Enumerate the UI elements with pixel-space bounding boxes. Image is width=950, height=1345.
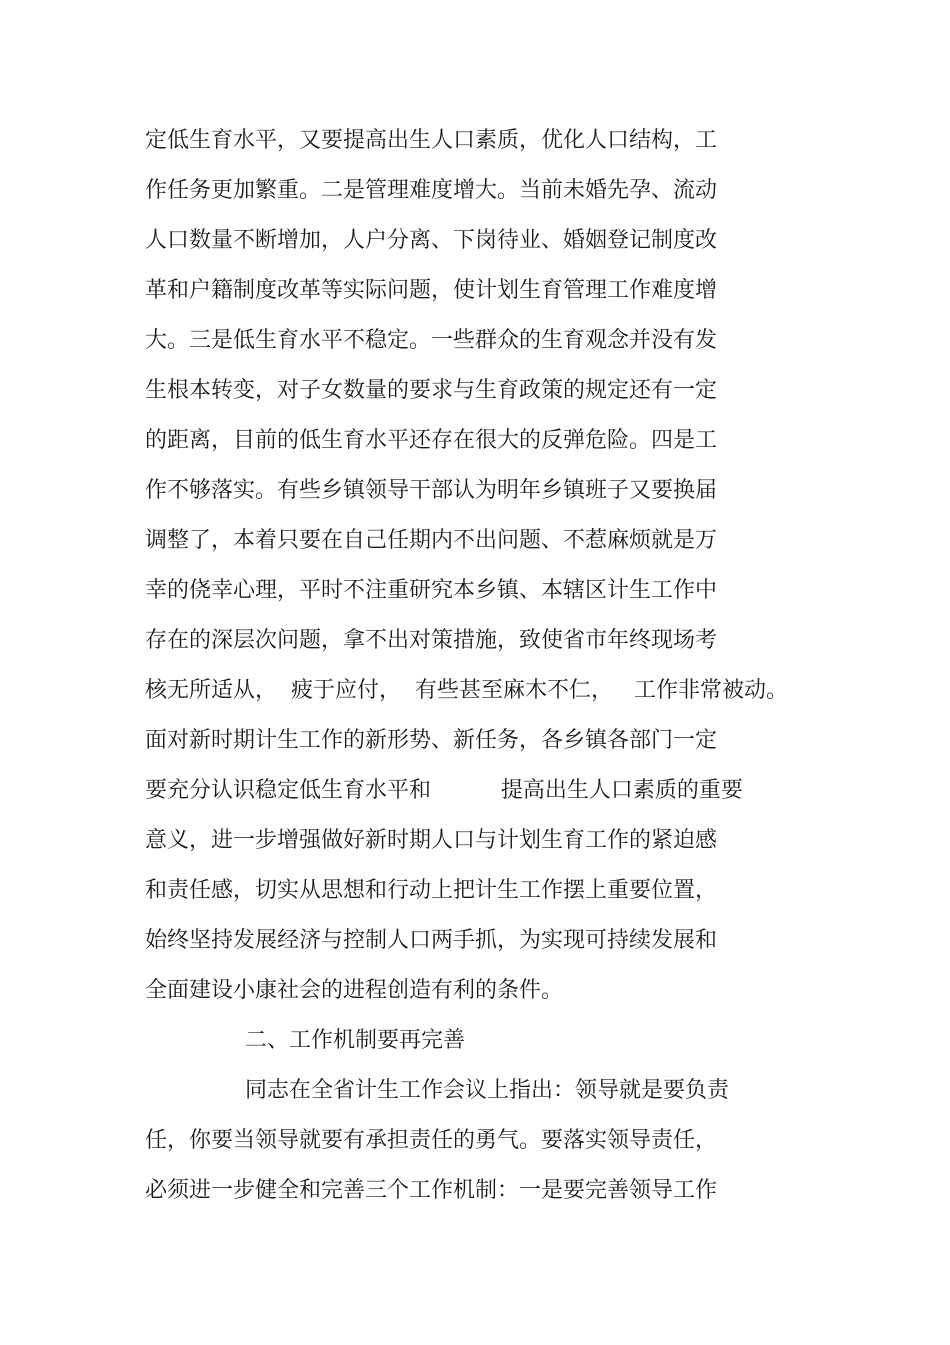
body-line: 幸的侥幸心理，平时不注重研究本乡镇、本辖区计生工作中 — [145, 578, 718, 603]
body-line: 全面建设小康社会的进程创造有利的条件。 — [145, 978, 564, 1003]
body-line: 大。三是低生育水平不稳定。一些群众的生育观念并没有发 — [145, 328, 718, 353]
body-line: 生根本转变，对子女数量的要求与生育政策的规定还有一定 — [145, 378, 718, 403]
body-line: 面对新时期计生工作的新形势、新任务，各乡镇各部门一定 — [145, 728, 718, 753]
body-line: 要充分认识稳定低生育水平和 提高出生人口素质的重要 — [145, 778, 743, 803]
body-line: 核无所适从， 疲于应付， 有些甚至麻木不仁， 工作非常被动。 — [145, 678, 788, 703]
body-line: 任，你要当领导就要有承担责任的勇气。要落实领导责任， — [145, 1128, 718, 1153]
body-line: 必须进一步健全和完善三个工作机制：一是要完善领导工作 — [145, 1178, 718, 1203]
body-line: 存在的深层次问题，拿不出对策措施，致使省市年终现场考 — [145, 628, 718, 653]
body-line: 同志在全省计生工作会议上指出：领导就是要负责 — [245, 1078, 730, 1103]
body-line: 和责任感，切实从思想和行动上把计生工作摆上重要位置， — [145, 878, 718, 903]
body-line: 人口数量不断增加，人户分离、下岗待业、婚姻登记制度改 — [145, 228, 718, 253]
body-line: 意义，进一步增强做好新时期人口与计划生育工作的紧迫感 — [145, 828, 718, 853]
body-line: 作任务更加繁重。二是管理难度增大。当前未婚先孕、流动 — [145, 178, 718, 203]
section-heading: 二、工作机制要再完善 — [245, 1028, 466, 1053]
body-line: 定低生育水平，又要提高出生人口素质，优化人口结构，工 — [145, 128, 718, 153]
body-line: 革和户籍制度改革等实际问题，使计划生育管理工作难度增 — [145, 278, 718, 303]
body-line: 始终坚持发展经济与控制人口两手抓，为实现可持续发展和 — [145, 928, 718, 953]
body-line: 调整了，本着只要在自己任期内不出问题、不惹麻烦就是万 — [145, 528, 718, 553]
body-line: 作不够落实。有些乡镇领导干部认为明年乡镇班子又要换届 — [145, 478, 718, 503]
body-line: 的距离，目前的低生育水平还存在很大的反弹危险。四是工 — [145, 428, 718, 453]
